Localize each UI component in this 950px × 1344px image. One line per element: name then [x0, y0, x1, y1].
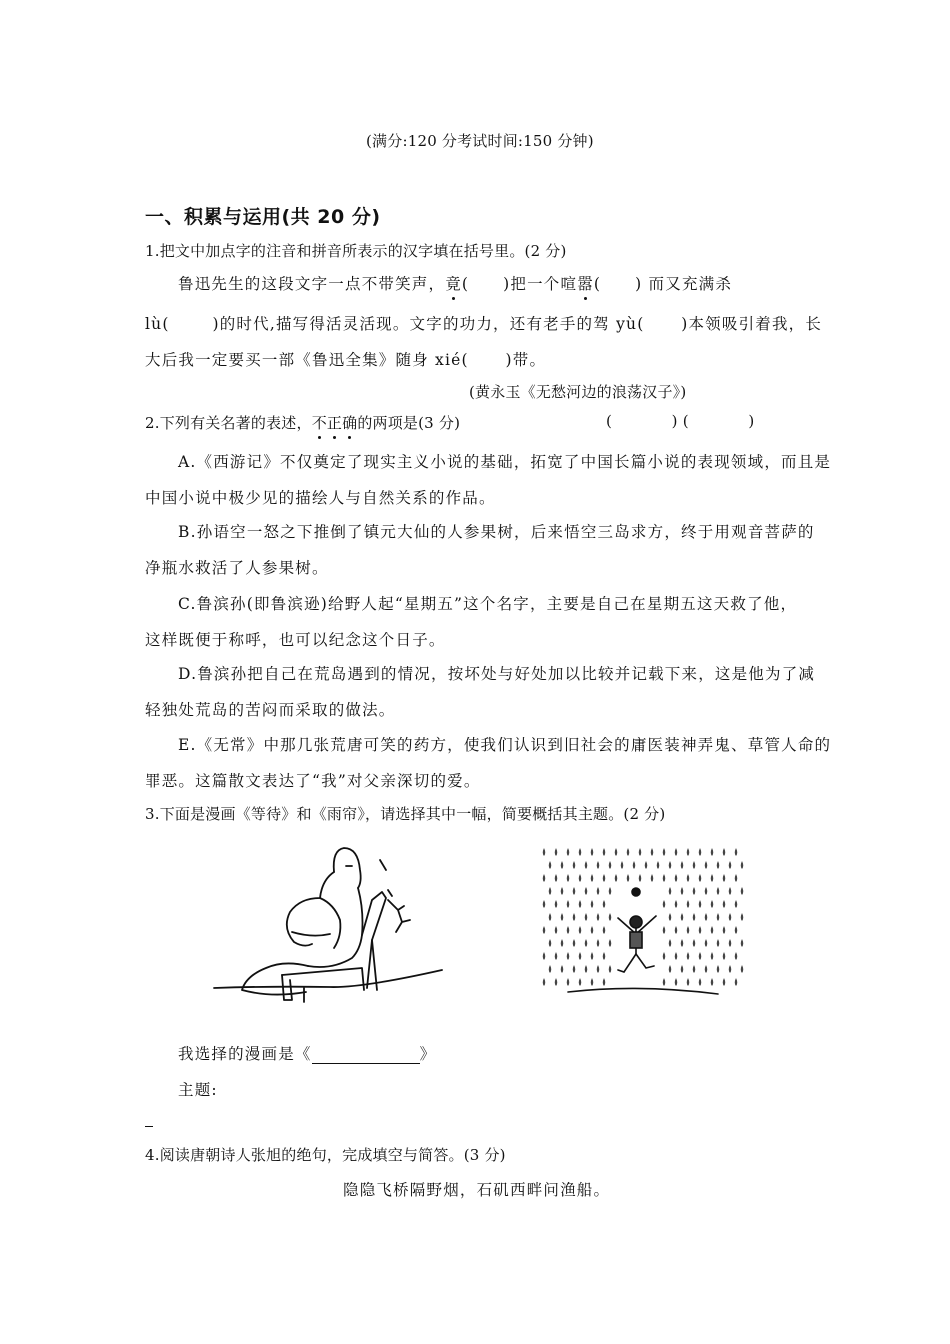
q3-theme-label: 主题: — [178, 1081, 218, 1099]
q1-source: (黄永玉《无愁河边的浪荡汉子》) — [469, 383, 687, 401]
q1-stem: 1.把文中加点字的注音和拼音所表示的汉字填在括号里。(2 分) — [145, 242, 567, 260]
q4-stem: 4.阅读唐朝诗人张旭的绝句，完成填空与简答。(3 分) — [145, 1146, 506, 1164]
q2-option-a-line2: 中国小说中极少见的描绘人与自然关系的作品。 — [145, 489, 496, 507]
q1-line1-text-b: ( — [461, 275, 470, 293]
q2-option-e-line1: E.《无常》中那几张荒唐可笑的药方，使我们认识到旧社会的庸医装神弄鬼、草管人命的 — [178, 736, 832, 754]
q1-line1 — [178, 272, 732, 294]
q2-option-c-line1: C.鲁滨孙(即鲁滨逊)给野人起“星期五”这个名字，主要是自己在星期五这天救了他， — [178, 595, 798, 613]
q1-line1-text-c: )把一个喧 — [503, 275, 578, 293]
q3-stem: 3.下面是漫画《等待》和《雨帘》，请选择其中一幅，简要概括其主题。(2 分) — [145, 805, 666, 823]
q1-line1-text-e: ) 而又充满杀 — [635, 275, 733, 293]
q2-stem-text-b: 的两项是(3 分) — [357, 414, 461, 432]
rain-curtain-cartoon-icon — [538, 842, 744, 1002]
q2-option-d-line1: D.鲁滨孙把自己在荒岛遇到的情况，按坏处与好处加以比较并记载下来，这是他为了减 — [178, 665, 816, 683]
q2-option-a-line1: A.《西游记》不仅奠定了现实主义小说的基础，拓宽了中国长篇小说的表现领域，而且是 — [178, 453, 832, 471]
q3-choice-blank[interactable] — [312, 1047, 420, 1064]
q3-choice-label: 我选择的漫画是《 — [178, 1045, 312, 1063]
q2-dotted-char-2: 正 — [326, 414, 343, 432]
q2-dotted-char-3: 确 — [342, 414, 358, 432]
q2-option-e-line2: 罪恶。这篇散文表达了“我”对父亲深切的爱。 — [145, 772, 481, 790]
q1-dotted-char-2: 嚣 — [577, 272, 594, 294]
q2-stem — [145, 412, 460, 433]
q2-option-d-line2: 轻独处荒岛的苦闷而采取的做法。 — [145, 701, 396, 719]
q2-option-b-line2: 净瓶水救活了人参果树。 — [145, 559, 329, 577]
q1-line2: lù( )的时代,描写得活灵活现。文字的功力，还有老手的驾 yù( )本领吸引着我，长 — [145, 315, 823, 333]
waiting-man-cartoon-icon — [212, 840, 444, 1010]
q2-option-c-line2: 这样既便于称呼，也可以纪念这个日子。 — [145, 631, 446, 649]
section-title: 一、积累与运用(共 20 分) — [145, 206, 381, 228]
q2-stem-text-a: 2.下列有关名著的表述， — [145, 414, 312, 432]
q4-poem-line1: 隐隐飞桥隔野烟，石矶西畔问渔船。 — [343, 1181, 611, 1199]
q3-theme-answer-line[interactable] — [145, 1126, 153, 1127]
q1-line1-text-d: ( — [593, 275, 602, 293]
q1-line1-text-a: 鲁迅先生的这段文字一点不带笑声， — [178, 275, 446, 293]
q2-answer-slots[interactable]: ( ) ( ) — [606, 412, 755, 430]
q1-line3: 大后我一定要买一部《鲁迅全集》随身 xié( )带。 — [145, 351, 547, 369]
q2-option-b-line1: B.孙语空一怒之下推倒了镇元大仙的人参果树，后来悟空三岛求方，终于用观音菩萨的 — [178, 523, 815, 541]
q1-dotted-char-1: 竟 — [445, 272, 462, 294]
q3-choice-row — [178, 1042, 436, 1064]
score-time-note: (满分:120 分考试时间:150 分钟) — [366, 132, 594, 150]
q3-choice-close: 》 — [419, 1045, 437, 1063]
q2-dotted-char-1: 不 — [311, 414, 327, 432]
